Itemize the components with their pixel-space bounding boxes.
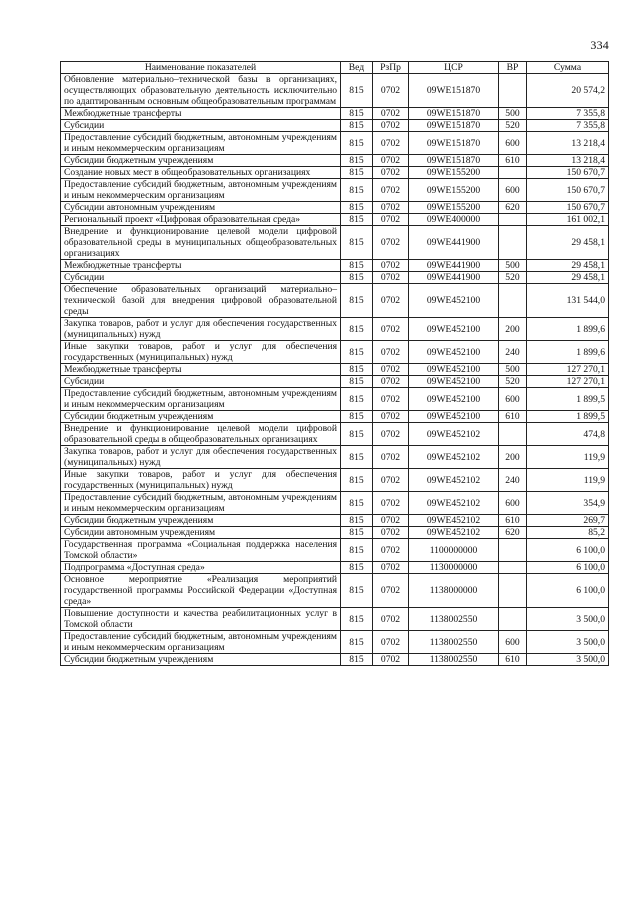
row-csr: 09WE452102: [409, 527, 499, 539]
row-sum: 161 002,1: [527, 214, 609, 226]
row-vr: 520: [499, 376, 527, 388]
row-sum: 29 458,1: [527, 260, 609, 272]
row-name: Региональный проект «Цифровая образовательная среда»: [61, 214, 341, 226]
row-rzpr: 0702: [373, 631, 409, 654]
row-vr: [499, 214, 527, 226]
table-row: [61, 202, 609, 214]
row-csr: 09WE400000: [409, 214, 499, 226]
row-rzpr: 0702: [373, 562, 409, 574]
table-header-row: [61, 62, 609, 74]
table-row: [61, 341, 609, 364]
row-sum: 6 100,0: [527, 562, 609, 574]
row-ved: 815: [341, 202, 373, 214]
row-vr: 620: [499, 202, 527, 214]
row-vr: [499, 226, 527, 260]
row-csr: 1138002550: [409, 608, 499, 631]
row-csr: 09WE452100: [409, 318, 499, 341]
row-rzpr: 0702: [373, 260, 409, 272]
table-row: [61, 527, 609, 539]
table-row: [61, 364, 609, 376]
row-vr: [499, 423, 527, 446]
row-rzpr: 0702: [373, 202, 409, 214]
row-rzpr: 0702: [373, 226, 409, 260]
row-name: Субсидии бюджетным учреждениям: [61, 654, 341, 666]
row-ved: 815: [341, 179, 373, 202]
header-csr: ЦСР: [409, 62, 499, 74]
row-vr: 610: [499, 411, 527, 423]
row-rzpr: 0702: [373, 341, 409, 364]
row-ved: 815: [341, 574, 373, 608]
row-name: Повышение доступности и качества реабилитационных услуг в Томской области: [61, 608, 341, 631]
row-ved: 815: [341, 411, 373, 423]
row-vr: 200: [499, 446, 527, 469]
row-sum: 3 500,0: [527, 631, 609, 654]
row-ved: 815: [341, 167, 373, 179]
row-csr: 09WE155200: [409, 179, 499, 202]
row-name: Закупка товаров, работ и услуг для обеспечения государственных (муниципальных) нужд: [61, 446, 341, 469]
row-sum: 1 899,6: [527, 318, 609, 341]
row-name: Субсидии: [61, 120, 341, 132]
row-sum: 131 544,0: [527, 284, 609, 318]
row-ved: 815: [341, 341, 373, 364]
row-sum: 1 899,6: [527, 341, 609, 364]
row-sum: 85,2: [527, 527, 609, 539]
row-ved: 815: [341, 515, 373, 527]
table-row: [61, 376, 609, 388]
row-csr: 09WE452100: [409, 388, 499, 411]
row-vr: 600: [499, 179, 527, 202]
row-rzpr: 0702: [373, 574, 409, 608]
row-vr: 520: [499, 120, 527, 132]
table-row: [61, 155, 609, 167]
row-csr: 09WE452100: [409, 364, 499, 376]
row-csr: 1138000000: [409, 574, 499, 608]
row-csr: 09WE441900: [409, 260, 499, 272]
row-name: Внедрение и функционирование целевой модели цифровой образовательной среды в муниципальных общеобразовательных организациях: [61, 226, 341, 260]
row-rzpr: 0702: [373, 167, 409, 179]
row-csr: 09WE452102: [409, 446, 499, 469]
row-name: Обеспечение образовательных организаций материально–технической базой для внедрения цифровой образовательной среды: [61, 284, 341, 318]
row-csr: 09WE452100: [409, 284, 499, 318]
row-name: Основное мероприятие «Реализация мероприятий государственной программы Российской Федерации «Доступная среда»: [61, 574, 341, 608]
row-ved: 815: [341, 527, 373, 539]
row-rzpr: 0702: [373, 318, 409, 341]
row-sum: 269,7: [527, 515, 609, 527]
row-sum: 20 574,2: [527, 74, 609, 108]
table-row: [61, 318, 609, 341]
row-vr: [499, 608, 527, 631]
row-name: Предоставление субсидий бюджетным, автономным учреждениям и иным некоммерческим организациям: [61, 179, 341, 202]
row-ved: 815: [341, 318, 373, 341]
row-csr: 09WE151870: [409, 74, 499, 108]
row-rzpr: 0702: [373, 654, 409, 666]
row-rzpr: 0702: [373, 74, 409, 108]
row-name: Создание новых мест в общеобразовательных организациях: [61, 167, 341, 179]
row-name: Субсидии: [61, 376, 341, 388]
row-ved: 815: [341, 388, 373, 411]
row-ved: 815: [341, 423, 373, 446]
row-rzpr: 0702: [373, 376, 409, 388]
table-row: [61, 179, 609, 202]
table-row: [61, 108, 609, 120]
table-row: [61, 492, 609, 515]
table-row: [61, 574, 609, 608]
row-name: Обновление материально–технической базы в организациях, осуществляющих образовательную деятельность исключительно по адаптированным основным общеобразовательным программам: [61, 74, 341, 108]
row-vr: 500: [499, 260, 527, 272]
row-rzpr: 0702: [373, 179, 409, 202]
row-vr: 500: [499, 108, 527, 120]
row-sum: 6 100,0: [527, 574, 609, 608]
row-sum: 7 355,8: [527, 108, 609, 120]
row-rzpr: 0702: [373, 492, 409, 515]
row-csr: 1100000000: [409, 539, 499, 562]
row-vr: 600: [499, 132, 527, 155]
row-vr: [499, 562, 527, 574]
row-rzpr: 0702: [373, 284, 409, 318]
row-sum: 127 270,1: [527, 364, 609, 376]
row-name: Закупка товаров, работ и услуг для обеспечения государственных (муниципальных) нужд: [61, 318, 341, 341]
row-vr: [499, 74, 527, 108]
row-rzpr: 0702: [373, 539, 409, 562]
row-ved: 815: [341, 260, 373, 272]
row-vr: [499, 167, 527, 179]
table-row: [61, 284, 609, 318]
row-ved: 815: [341, 155, 373, 167]
row-rzpr: 0702: [373, 446, 409, 469]
table-row: [61, 272, 609, 284]
row-csr: 09WE441900: [409, 272, 499, 284]
row-rzpr: 0702: [373, 272, 409, 284]
row-vr: 600: [499, 388, 527, 411]
row-name: Субсидии бюджетным учреждениям: [61, 411, 341, 423]
row-sum: 150 670,7: [527, 179, 609, 202]
row-sum: 3 500,0: [527, 654, 609, 666]
row-csr: 09WE452102: [409, 469, 499, 492]
row-sum: 119,9: [527, 469, 609, 492]
table-row: [61, 214, 609, 226]
row-name: Предоставление субсидий бюджетным, автономным учреждениям и иным некоммерческим организациям: [61, 132, 341, 155]
row-name: Иные закупки товаров, работ и услуг для обеспечения государственных (муниципальных) нужд: [61, 469, 341, 492]
row-sum: 119,9: [527, 446, 609, 469]
row-ved: 815: [341, 492, 373, 515]
header-sum: Сумма: [527, 62, 609, 74]
table-row: [61, 654, 609, 666]
row-csr: 09WE441900: [409, 226, 499, 260]
row-csr: 09WE452102: [409, 423, 499, 446]
row-name: Межбюджетные трансферты: [61, 108, 341, 120]
row-ved: 815: [341, 608, 373, 631]
table-row: [61, 608, 609, 631]
table-row: [61, 423, 609, 446]
row-csr: 09WE452102: [409, 515, 499, 527]
row-sum: 1 899,5: [527, 388, 609, 411]
row-vr: [499, 539, 527, 562]
row-ved: 815: [341, 272, 373, 284]
row-ved: 815: [341, 446, 373, 469]
row-vr: 600: [499, 631, 527, 654]
row-name: Субсидии бюджетным учреждениям: [61, 155, 341, 167]
row-rzpr: 0702: [373, 423, 409, 446]
table-row: [61, 120, 609, 132]
row-ved: 815: [341, 631, 373, 654]
row-vr: 240: [499, 469, 527, 492]
row-sum: 6 100,0: [527, 539, 609, 562]
row-name: Иные закупки товаров, работ и услуг для обеспечения государственных (муниципальных) нужд: [61, 341, 341, 364]
row-name: Межбюджетные трансферты: [61, 364, 341, 376]
row-sum: 150 670,7: [527, 202, 609, 214]
row-ved: 815: [341, 284, 373, 318]
row-sum: 3 500,0: [527, 608, 609, 631]
row-sum: 150 670,7: [527, 167, 609, 179]
row-vr: 200: [499, 318, 527, 341]
table-row: [61, 446, 609, 469]
row-ved: 815: [341, 469, 373, 492]
row-name: Предоставление субсидий бюджетным, автономным учреждениям и иным некоммерческим организациям: [61, 388, 341, 411]
row-sum: 7 355,8: [527, 120, 609, 132]
header-vr: ВР: [499, 62, 527, 74]
table-row: [61, 515, 609, 527]
row-vr: 500: [499, 364, 527, 376]
row-sum: 474,8: [527, 423, 609, 446]
row-name: Государственная программа «Социальная поддержка населения Томской области»: [61, 539, 341, 562]
row-name: Субсидии автономным учреждениям: [61, 202, 341, 214]
table-row: [61, 132, 609, 155]
row-vr: 610: [499, 515, 527, 527]
table-row: [61, 631, 609, 654]
row-ved: 815: [341, 539, 373, 562]
table-row: [61, 226, 609, 260]
budget-table: [60, 61, 609, 666]
row-name: Предоставление субсидий бюджетным, автономным учреждениям и иным некоммерческим организациям: [61, 631, 341, 654]
row-rzpr: 0702: [373, 608, 409, 631]
row-csr: 09WE151870: [409, 132, 499, 155]
table-row: [61, 562, 609, 574]
row-csr: 09WE151870: [409, 108, 499, 120]
row-ved: 815: [341, 364, 373, 376]
row-csr: 09WE452100: [409, 411, 499, 423]
table-row: [61, 469, 609, 492]
row-vr: 610: [499, 654, 527, 666]
row-vr: 610: [499, 155, 527, 167]
row-rzpr: 0702: [373, 388, 409, 411]
table-row: [61, 167, 609, 179]
row-csr: 09WE151870: [409, 120, 499, 132]
row-sum: 29 458,1: [527, 226, 609, 260]
row-vr: [499, 574, 527, 608]
row-sum: 29 458,1: [527, 272, 609, 284]
row-sum: 127 270,1: [527, 376, 609, 388]
row-name: Субсидии автономным учреждениям: [61, 527, 341, 539]
row-csr: 09WE452102: [409, 492, 499, 515]
header-rzpr: РзПр: [373, 62, 409, 74]
row-name: Межбюджетные трансферты: [61, 260, 341, 272]
row-vr: [499, 284, 527, 318]
table-row: [61, 74, 609, 108]
row-vr: 620: [499, 527, 527, 539]
row-ved: 815: [341, 214, 373, 226]
row-rzpr: 0702: [373, 364, 409, 376]
table-row: [61, 411, 609, 423]
row-ved: 815: [341, 562, 373, 574]
row-name: Предоставление субсидий бюджетным, автономным учреждениям и иным некоммерческим организациям: [61, 492, 341, 515]
row-rzpr: 0702: [373, 120, 409, 132]
row-rzpr: 0702: [373, 155, 409, 167]
row-sum: 354,9: [527, 492, 609, 515]
row-csr: 09WE151870: [409, 155, 499, 167]
row-ved: 815: [341, 132, 373, 155]
table-row: [61, 539, 609, 562]
row-rzpr: 0702: [373, 214, 409, 226]
row-ved: 815: [341, 654, 373, 666]
row-ved: 815: [341, 376, 373, 388]
row-rzpr: 0702: [373, 527, 409, 539]
table-row: [61, 260, 609, 272]
row-rzpr: 0702: [373, 469, 409, 492]
row-ved: 815: [341, 108, 373, 120]
row-ved: 815: [341, 74, 373, 108]
row-csr: 09WE452100: [409, 341, 499, 364]
row-csr: 09WE155200: [409, 202, 499, 214]
row-sum: 13 218,4: [527, 132, 609, 155]
row-csr: 09WE452100: [409, 376, 499, 388]
row-name: Внедрение и функционирование целевой модели цифровой образовательной среды в общеобразовательных организациях: [61, 423, 341, 446]
row-ved: 815: [341, 226, 373, 260]
row-vr: 600: [499, 492, 527, 515]
row-rzpr: 0702: [373, 411, 409, 423]
row-sum: 13 218,4: [527, 155, 609, 167]
page-number: 334: [590, 38, 609, 52]
header-name: Наименование показателей: [61, 62, 341, 74]
row-rzpr: 0702: [373, 515, 409, 527]
header-ved: Вед: [341, 62, 373, 74]
row-csr: 1138002550: [409, 631, 499, 654]
table-row: [61, 388, 609, 411]
row-csr: 09WE155200: [409, 167, 499, 179]
row-vr: 520: [499, 272, 527, 284]
row-rzpr: 0702: [373, 108, 409, 120]
row-name: Подпрограмма «Доступная среда»: [61, 562, 341, 574]
row-vr: 240: [499, 341, 527, 364]
row-name: Субсидии: [61, 272, 341, 284]
row-csr: 1130000000: [409, 562, 499, 574]
row-ved: 815: [341, 120, 373, 132]
row-name: Субсидии бюджетным учреждениям: [61, 515, 341, 527]
row-rzpr: 0702: [373, 132, 409, 155]
row-sum: 1 899,5: [527, 411, 609, 423]
row-csr: 1138002550: [409, 654, 499, 666]
